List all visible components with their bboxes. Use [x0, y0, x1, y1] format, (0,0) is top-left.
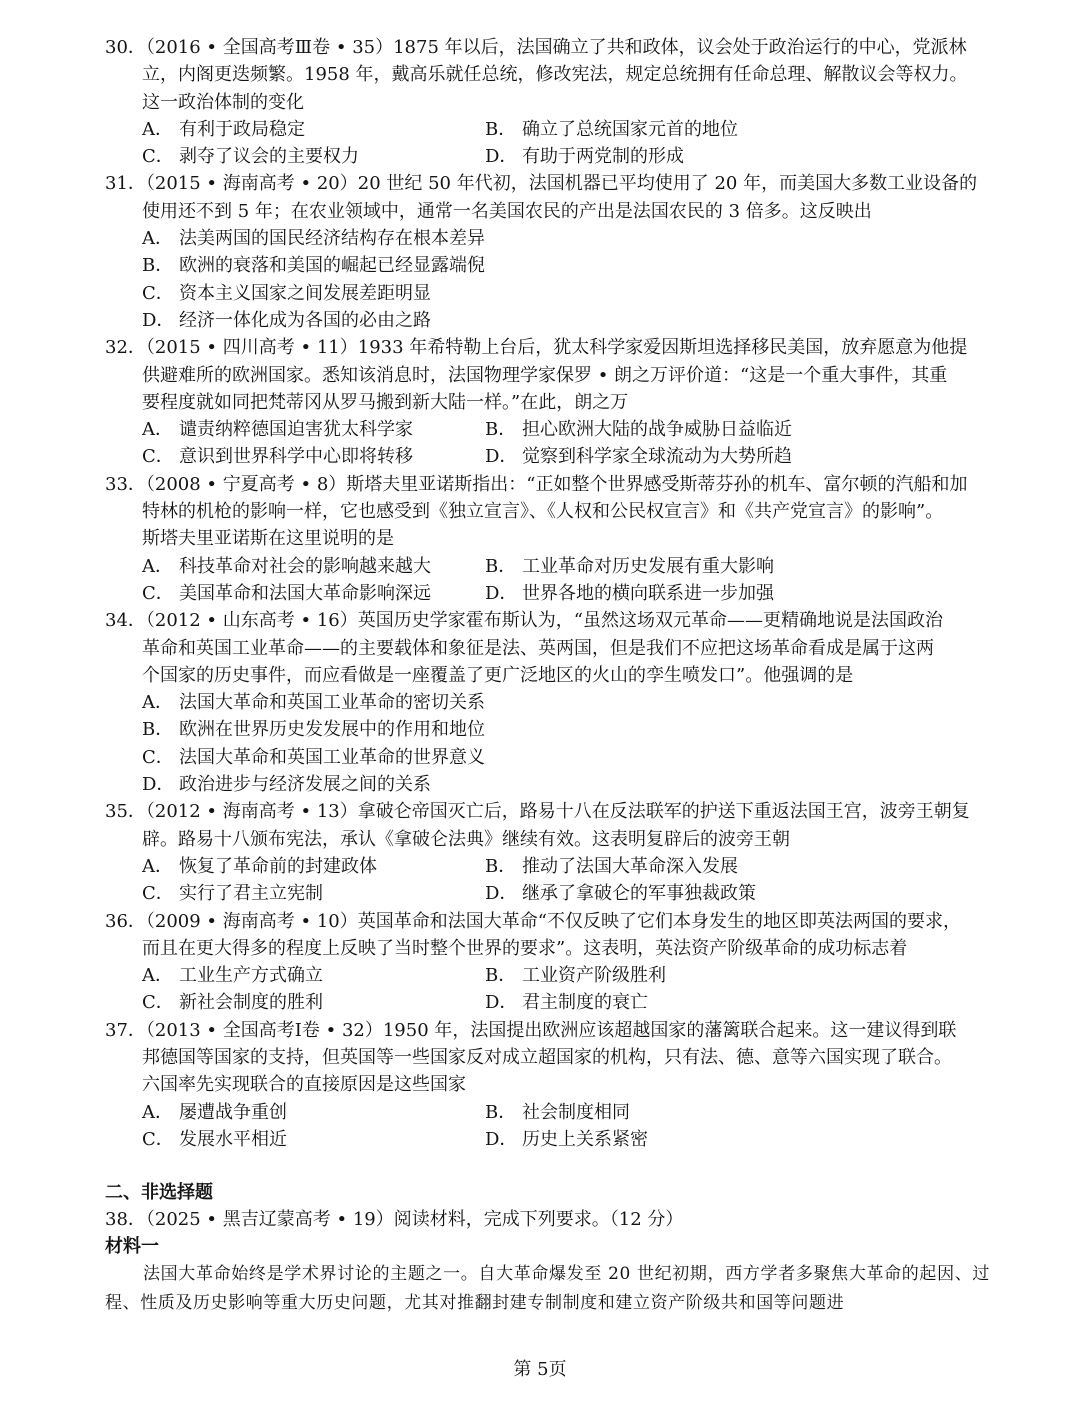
question-source: （2015 • 四川高考 • 11） [145, 337, 358, 359]
option-row [142, 143, 990, 170]
option-row [142, 962, 990, 989]
question-number: 31． [105, 173, 146, 195]
option-text: 工业革命对历史发展有重大影响 [522, 555, 774, 577]
question-source: （2016 • 全国高考Ⅲ卷 • 35） [145, 37, 394, 58]
option-text: 美国革命和法国大革命影响深远 [179, 582, 431, 604]
option-text: 经济一体化成为各国的必由之路 [179, 309, 431, 331]
question-stem [105, 908, 990, 935]
option-b [485, 116, 828, 143]
options [105, 1099, 990, 1154]
option-letter: C． [142, 883, 174, 905]
option-letter: A． [142, 965, 173, 987]
question-number: 32． [105, 337, 146, 359]
option-text: 意识到世界科学中心即将转移 [179, 446, 413, 468]
option-text: 历史上关系紧密 [522, 1128, 648, 1150]
stem-line: 斯塔夫里亚诺斯在这里说明的是 [142, 528, 394, 550]
options [105, 116, 990, 171]
option-letter: D． [142, 309, 175, 331]
option-d [485, 880, 828, 907]
stem-line: 英国革命和法国大革命“不仅反映了它们本身发生的地区即英法两国的要求， [357, 910, 961, 932]
option-c [142, 580, 485, 607]
content [105, 34, 990, 1318]
option-letter: B． [485, 965, 517, 987]
option-d [485, 580, 828, 607]
option-letter: A． [142, 419, 173, 441]
stem-line: 这一政治体制的变化 [142, 91, 304, 113]
option-letter: A． [142, 692, 173, 714]
option-d [485, 1126, 828, 1153]
option-a [142, 416, 485, 443]
options [105, 225, 990, 334]
options [105, 416, 990, 471]
option-row [142, 553, 990, 580]
option-letter: D． [485, 446, 518, 468]
option-c [142, 280, 990, 307]
option-b [485, 416, 828, 443]
option-text: 剥夺了议会的主要权力 [179, 146, 359, 168]
option-letter: A． [142, 555, 173, 577]
option-text: 社会制度相同 [522, 1101, 630, 1123]
option-text: 法美两国的国民经济结构存在根本差异 [179, 228, 485, 250]
option-text: 担心欧洲大陆的战争威胁日益临近 [522, 419, 792, 441]
option-text: 新社会制度的胜利 [179, 992, 323, 1014]
stem-line: 而且在更大得多的程度上反映了当时整个世界的要求”。这表明，英法资产阶级革命的成功标志着 [142, 937, 908, 959]
option-letter: B． [485, 1101, 517, 1123]
stem-line: 1875 年以后，法国确立了共和政体，议会处于政治运行的中心，党派林 [393, 37, 967, 58]
option-text: 工业生产方式确立 [179, 965, 323, 987]
option-c [142, 880, 485, 907]
question-number: 30． [105, 37, 146, 58]
option-text: 世界各地的横向联系进一步加强 [522, 582, 774, 604]
option-text: 确立了总统国家元首的地位 [522, 118, 738, 140]
question-32 [105, 334, 990, 470]
material-text: 法国大革命始终是学术界讨论的主题之一。自大革命爆发至 20 世纪初期，西方学者多聚焦大革命的起因、过程、性质及历史影响等重大历史问题，尤其对推翻封建专制制度和建立资产阶级共和国等问题进 [105, 1264, 990, 1314]
option-d [485, 443, 828, 470]
option-c [142, 1126, 485, 1153]
option-b [485, 853, 828, 880]
question-stem [105, 798, 990, 825]
option-letter: B． [485, 855, 517, 877]
option-c [142, 744, 990, 771]
option-text: 资本主义国家之间发展差距明显 [179, 282, 431, 304]
option-text: 法国大革命和英国工业革命的世界意义 [179, 746, 485, 768]
question-33 [105, 471, 990, 607]
option-row [142, 1126, 990, 1153]
option-letter: D． [485, 992, 518, 1014]
option-d [142, 771, 990, 798]
option-text: 有助于两党制的形成 [522, 146, 684, 168]
option-letter: C． [142, 582, 174, 604]
question-stem [105, 170, 990, 197]
question-source: （2008 • 宁夏高考 • 8） [145, 473, 347, 495]
question-34 [105, 607, 990, 798]
option-letter: A． [142, 1101, 173, 1123]
option-letter: C． [142, 446, 174, 468]
option-text: 恢复了革命前的封建政体 [179, 855, 377, 877]
options [105, 853, 990, 908]
options [105, 962, 990, 1017]
stem-line: 六国率先实现联合的直接原因是这些国家 [142, 1074, 466, 1096]
material-title: 材料一 [105, 1236, 159, 1258]
question-number: 33． [105, 473, 146, 495]
option-row [142, 416, 990, 443]
option-text: 法国大革命和英国工业革命的密切关系 [179, 692, 485, 714]
stem-line: 邦德国等国家的支持，但英国等一些国家反对成立超国家的机构，只有法、德、意等六国实现了联合。 [142, 1046, 952, 1068]
option-text: 君主制度的衰亡 [522, 992, 648, 1014]
option-text: 工业资产阶级胜利 [522, 965, 666, 987]
option-d [485, 143, 828, 170]
option-text: 屡遭战争重创 [179, 1101, 287, 1123]
option-letter: A． [142, 855, 173, 877]
option-text: 政治进步与经济发展之间的关系 [179, 774, 431, 796]
option-a [142, 1099, 485, 1126]
option-letter: D． [485, 883, 518, 905]
option-letter: A． [142, 228, 173, 250]
option-letter: D． [485, 146, 518, 168]
option-text: 实行了君主立宪制 [179, 883, 323, 905]
option-letter: B． [485, 419, 517, 441]
option-letter: C． [142, 1128, 174, 1150]
stem-line: 要程度就如同把梵蒂冈从罗马搬到新大陆一样。”在此，朗之万 [142, 391, 629, 413]
options [105, 689, 990, 798]
option-a [142, 689, 990, 716]
option-b [485, 1099, 828, 1126]
stem-line: 辟。路易十八颁布宪法，承认《拿破仑法典》继续有效。这表明复辟后的波旁王朝 [142, 828, 790, 850]
option-a [142, 225, 990, 252]
stem-line: 革命和英国工业革命——的主要载体和象征是法、英两国，但是我们不应把这场革命看成是属于这两 [142, 637, 934, 659]
stem-line: 1950 年，法国提出欧洲应该超越国家的藩篱联合起来。这一建议得到联 [382, 1019, 957, 1041]
option-b [142, 252, 990, 279]
question-35 [105, 798, 990, 907]
option-letter: D． [142, 774, 175, 796]
option-a [142, 962, 485, 989]
option-a [142, 853, 485, 880]
option-row [142, 116, 990, 143]
stem-line: 使用还不到 5 年；在农业领域中，通常一名美国农民的产出是法国农民的 3 倍多。这反映出 [142, 200, 872, 222]
stem-line: 英国历史学家霍布斯认为，“虽然这场双元革命——更精确地说是法国政治 [357, 610, 943, 632]
question-stem [105, 607, 990, 634]
option-letter: C． [142, 146, 174, 168]
option-text: 推动了法国大革命深入发展 [522, 855, 738, 877]
option-row [142, 1099, 990, 1126]
question-source: （2012 • 海南高考 • 13） [145, 801, 358, 823]
option-text: 发展水平相近 [179, 1128, 287, 1150]
question-source: （2009 • 海南高考 • 10） [145, 910, 358, 932]
question-stem [105, 1017, 990, 1044]
page-number: 第 5页 [513, 1359, 567, 1380]
question-stem [105, 334, 990, 361]
option-letter: B． [485, 118, 517, 140]
option-letter: C． [142, 282, 174, 304]
option-row [142, 443, 990, 470]
option-text: 觉察到科学家全球流动为大势所趋 [522, 446, 792, 468]
option-b [485, 962, 828, 989]
option-text: 欧洲在世界历史发发展中的作用和地位 [179, 719, 485, 741]
question-number: 36． [105, 910, 146, 932]
option-c [142, 989, 485, 1016]
question-number: 37． [105, 1019, 146, 1041]
option-text: 欧洲的衰落和美国的崛起已经显露端倪 [179, 255, 485, 277]
option-a [142, 116, 485, 143]
options [105, 553, 990, 608]
option-letter: D． [485, 582, 518, 604]
option-letter: A． [142, 118, 173, 140]
question-number: 34． [105, 610, 146, 632]
question-source: （2015 • 海南高考 • 20） [145, 173, 358, 195]
question-source: （2012 • 山东高考 • 16） [145, 610, 358, 632]
question-stem [105, 471, 990, 498]
question-38: 38．（2025 • 黑吉辽蒙高考 • 19）阅读材料，完成下列要求。（12 分） [105, 1209, 684, 1231]
option-text: 科技革命对社会的影响越来越大 [179, 555, 431, 577]
question-36 [105, 908, 990, 1017]
stem-line: 个国家的历史事件，而应看做是一座覆盖了更广泛地区的火山的孪生喷发口”。他强调的是 [142, 664, 854, 686]
option-letter: C． [142, 992, 174, 1014]
stem-line: 拿破仑帝国灭亡后，路易十八在反法联军的护送下重返法国王宫，波旁王朝复 [357, 801, 970, 823]
option-b [485, 553, 828, 580]
question-stem [105, 34, 990, 61]
option-row [142, 880, 990, 907]
option-letter: B． [142, 255, 174, 277]
option-text: 有利于政局稳定 [179, 118, 305, 140]
option-row [142, 853, 990, 880]
section-heading: 二、非选择题 [105, 1182, 213, 1204]
stem-line: 特林的机枪的影响一样，它也感受到《独立宣言》、《人权和公民权宣言》和《共产党宣言》的影响”。 [142, 501, 944, 523]
option-c [142, 143, 485, 170]
option-a [142, 553, 485, 580]
question-30 [105, 34, 990, 170]
question-number: 35． [105, 801, 146, 823]
question-31 [105, 170, 990, 334]
option-row [142, 989, 990, 1016]
stem-line: 1933 年希特勒上台后，犹太科学家爱因斯坦选择移民美国，放弃愿意为他提 [357, 337, 968, 359]
option-row [142, 580, 990, 607]
option-text: 继承了拿破仑的军事独裁政策 [522, 883, 756, 905]
stem-line: 立，内阁更迭频繁。1958 年，戴高乐就任总统，修改宪法，规定总统拥有任命总理、解散议会等权力。 [142, 64, 968, 86]
option-text: 谴责纳粹德国迫害犹太科学家 [179, 419, 413, 441]
option-letter: D． [485, 1128, 518, 1150]
stem-line: 20 世纪 50 年代初，法国机器已平均使用了 20 年，而美国大多数工业设备的 [357, 173, 978, 195]
stem-line: 斯塔夫里亚诺斯指出：“正如整个世界感受斯蒂芬孙的机车、富尔顿的汽船和加 [346, 473, 968, 495]
question-source: （2013 • 全国高考Ⅰ卷 • 32） [145, 1019, 383, 1041]
question-37 [105, 1017, 990, 1153]
option-letter: C． [142, 746, 174, 768]
option-b [142, 716, 990, 743]
option-c [142, 443, 485, 470]
option-letter: B． [485, 555, 517, 577]
option-d [485, 989, 828, 1016]
stem-line: 供避难所的欧洲国家。悉知该消息时，法国物理学家保罗 • 朗之万评价道：“这是一个重大事件，其重 [142, 364, 948, 386]
option-letter: B． [142, 719, 174, 741]
option-d [142, 307, 990, 334]
